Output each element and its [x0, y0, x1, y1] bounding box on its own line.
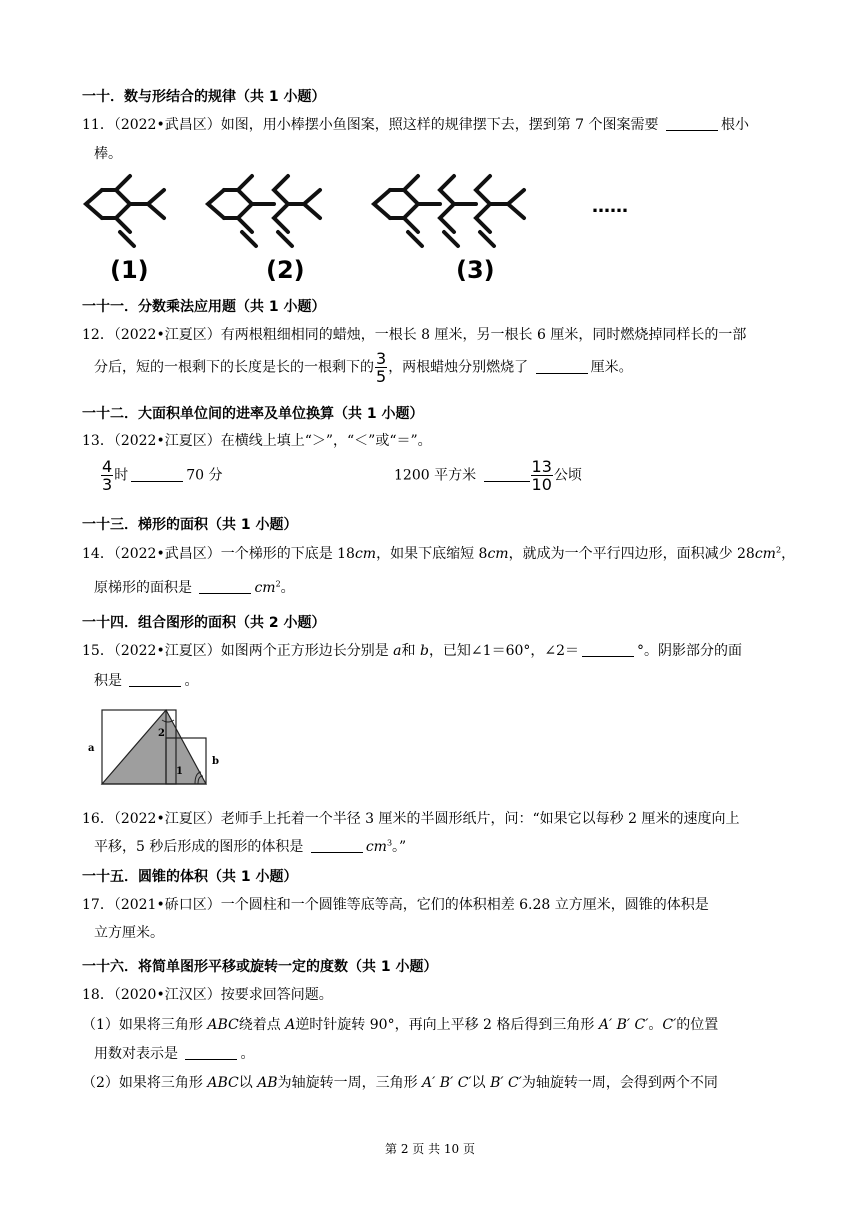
section-heading: 一十六．将简单图形平移或旋转一定的度数（共 1 小题）: [82, 959, 438, 975]
q14-line2: 原梯形的面积是 $cm^2$。: [94, 579, 295, 596]
answer-blank[interactable]: [484, 467, 530, 482]
section-heading: 一十．数与形结合的规律（共 1 小题）: [82, 89, 326, 105]
answer-blank[interactable]: [131, 467, 183, 482]
answer-blank[interactable]: [199, 579, 251, 594]
answer-blank[interactable]: [582, 642, 634, 657]
fraction: $\frac{4}{3}$: [102, 457, 113, 494]
figure-label-2: (2): [266, 256, 305, 284]
section-heading: 一十五．圆锥的体积（共 1 小题）: [82, 869, 298, 885]
question-12: 12．（2022•江夏区）有两根粗细相同的蜡烛，一根长 8 厘米，另一根长 6 厘米，同时燃烧掉同样长的一部: [82, 327, 747, 343]
q18-part1-cont: 用数对表示是 。: [94, 1046, 255, 1062]
squares-figure: [84, 704, 224, 786]
q16-line2: 平移，5 秒后形成的图形的体积是 $cm^3$。”: [94, 838, 407, 855]
fraction: $\frac{3}{5}$: [376, 349, 387, 386]
q18-part1: （1）如果将三角形 ABC绕着点 A逆时针旋转 90°，再向上平移 2 格后得到三角形 A′ B′ C′。C′的位置: [82, 1017, 719, 1033]
q13-item-1: $\frac{4}{3}$ 时 70 分: [102, 457, 223, 494]
fraction: $\frac{13}{10}$: [531, 457, 552, 494]
question-17: 17．（2021•硚口区）一个圆柱和一个圆锥等底等高，它们的体积相差 6.28 立方厘米，圆锥的体积是: [82, 897, 709, 913]
ellipsis: ……: [592, 196, 628, 217]
q11-text-cont: 棒。: [94, 146, 122, 162]
figure-label-3: (3): [456, 256, 495, 284]
section-heading: 一十一．分数乘法应用题（共 1 小题）: [82, 299, 326, 315]
fish-2: [208, 176, 320, 246]
question-18: 18．（2020•江汉区）按要求回答问题。: [82, 987, 333, 1003]
q12-text-b: ，两根蜡烛分别燃烧了: [388, 359, 533, 376]
label-a: a: [88, 743, 95, 754]
q12-text-c: 厘米。: [590, 359, 633, 376]
q15-line2: 积是 。: [94, 673, 199, 689]
q17-line2: 立方厘米。: [94, 925, 164, 941]
answer-blank[interactable]: [666, 116, 718, 131]
question-13: 13．（2022•江夏区）在横线上填上“＞”，“＜”或“＝”。: [82, 433, 432, 449]
answer-blank[interactable]: [129, 672, 181, 687]
section-heading: 一十四．组合图形的面积（共 2 小题）: [82, 615, 326, 631]
figure-label-1: (1): [110, 256, 149, 284]
question-16: 16．（2022•江夏区）老师手上托着一个半径 3 厘米的半圆形纸片，问：“如果它以每秒 2 厘米的速度向上: [82, 811, 740, 827]
section-heading: 一十二．大面积单位间的进率及单位换算（共 1 小题）: [82, 406, 424, 422]
label-angle-1: 1: [176, 766, 183, 777]
q12-line2: [94, 350, 633, 385]
question-11: [82, 114, 749, 134]
page-footer: 第 2 页 共 10 页: [385, 1142, 475, 1156]
section-heading: 一十三．梯形的面积（共 1 小题）: [82, 517, 298, 533]
q12-text: 分后，短的一根剩下的长度是长的一根剩下的: [94, 359, 374, 376]
label-angle-2: 2: [158, 728, 165, 739]
label-b: b: [212, 756, 219, 767]
question-14: 14．（2022•武昌区）一个梯形的下底是 18cm，如果下底缩短 8cm，就成为一个平行四边形，面积减少 $28cm^2$，: [82, 545, 796, 562]
q18-part2: （2）如果将三角形 ABC以 AB为轴旋转一周，三角形 A′ B′ C′以 B′ C′为轴旋转一周，会得到两个不同: [82, 1075, 718, 1091]
q13-item-2: 1200 平方米 $\frac{13}{10}$ 公顷: [394, 457, 582, 494]
q11-text-end: 根小: [720, 117, 749, 133]
question-15: 15．（2022•江夏区）如图两个正方形边长分别是 a和 b，已知∠1＝60°，∠2＝ °。阴影部分的面: [82, 643, 743, 659]
fish-pattern-figure: [80, 168, 660, 290]
answer-blank[interactable]: [311, 838, 363, 853]
answer-blank[interactable]: [536, 359, 588, 374]
fish-3: [374, 176, 524, 246]
fish-1: [86, 176, 164, 246]
answer-blank[interactable]: [185, 1045, 237, 1060]
q11-text: 11．（2022•武昌区）如图，用小棒摆小鱼图案，照这样的规律摆下去，摆到第 7 个图案需要: [82, 117, 663, 133]
